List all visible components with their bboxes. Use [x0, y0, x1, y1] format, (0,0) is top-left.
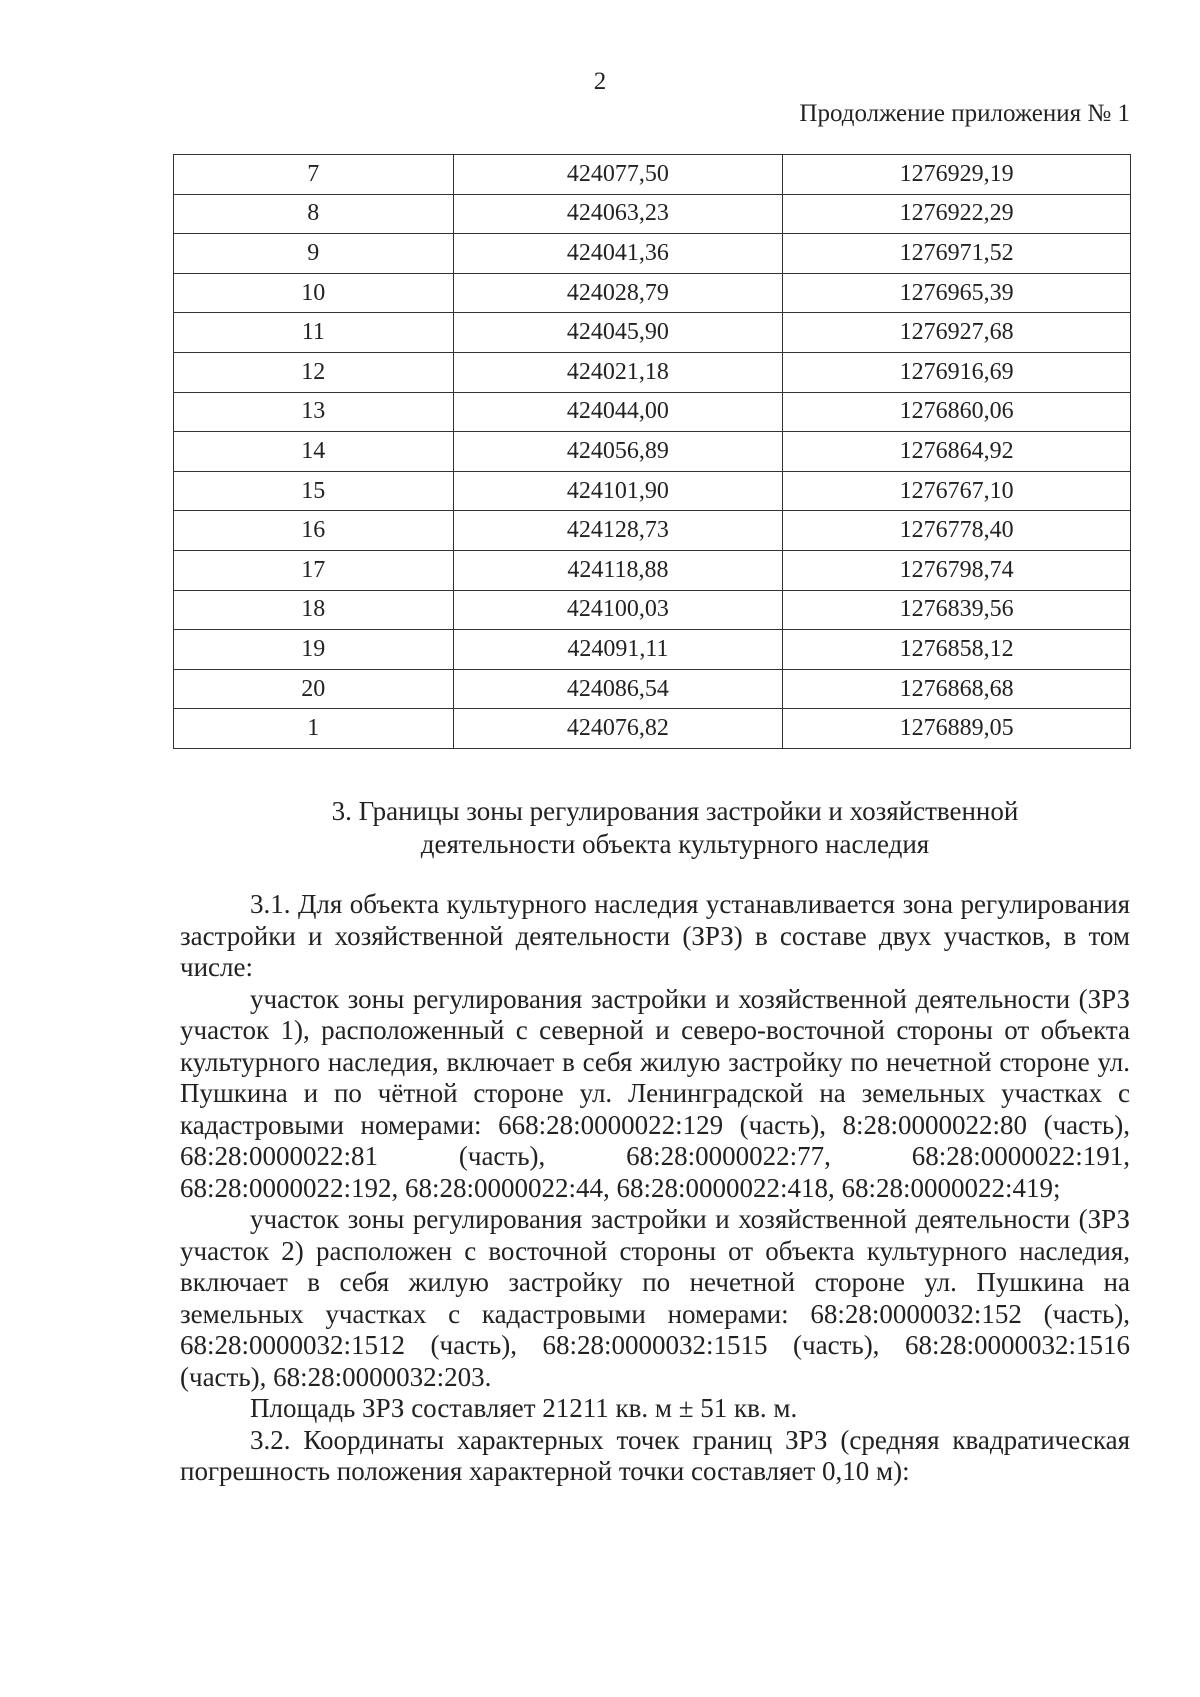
paragraph-3-2: 3.2. Координаты характерных точек границ ЗРЗ (средняя квадратическая погрешность положения характерной точки составляет 0,10 м): [180, 1424, 1130, 1486]
y-coordinate-cell: 1276860,06 [783, 392, 1131, 432]
x-coordinate-cell: 424077,50 [453, 155, 783, 195]
x-coordinate-cell: 424063,23 [453, 194, 783, 234]
coordinates-table [173, 154, 1131, 749]
y-coordinate-cell: 1276971,52 [783, 234, 1131, 274]
point-number-cell: 15 [174, 471, 454, 511]
y-coordinate-cell: 1276965,39 [783, 273, 1131, 313]
paragraph-zone-part-2: участок зоны регулирования застройки и хозяйственной деятельности (ЗРЗ участок 2) расположен с восточной стороны от объекта культурного наследия, включает в себя жилую застройку по нечетной стороне ул. Пушкина на земельных участках с кадастровыми номерами: 68:28:0000032:152 (часть), 68:28:0000032:1512 (часть), 68:28:0000032:1515 (часть), 68:28:0000032:1516 (часть), 68:28:0000032:203. [180, 1204, 1130, 1392]
point-number-cell: 18 [174, 590, 454, 630]
point-number-cell: 13 [174, 392, 454, 432]
y-coordinate-cell: 1276778,40 [783, 511, 1131, 551]
paragraph-area: Площадь ЗРЗ составляет 21211 кв. м ± 51 кв. м. [250, 1393, 798, 1423]
point-number-cell: 19 [174, 630, 454, 670]
x-coordinate-cell: 424076,82 [453, 709, 783, 749]
table-row [174, 313, 1131, 353]
point-number-cell: 11 [174, 313, 454, 353]
x-coordinate-cell: 424021,18 [453, 352, 783, 392]
y-coordinate-cell: 1276916,69 [783, 352, 1131, 392]
point-number-cell: 17 [174, 550, 454, 590]
x-coordinate-cell: 424028,79 [453, 273, 783, 313]
appendix-continuation-label: Продолжение приложения № 1 [799, 100, 1130, 127]
x-coordinate-cell: 424041,36 [453, 234, 783, 274]
table-row [174, 234, 1131, 274]
table-row [174, 590, 1131, 630]
table-row [174, 550, 1131, 590]
paragraph-zone-part-1: участок зоны регулирования застройки и хозяйственной деятельности (ЗРЗ участок 1), расположенный с северной и северо-восточной стороны от объекта культурного наследия, включает в себя жилую застройку по нечетной стороне ул. Пушкина и по чётной стороне ул. Ленинградской на земельных участках с кадастровыми номерами: 668:28:0000022:129 (часть), 8:28:0000022:80 (часть), 68:28:0000022:81 (часть), 68:28:0000022:77, 68:28:0000022:191, 68:28:0000022:192, 68:28:0000022:44, 68:28:0000022:418, 68:28:0000022:419; [180, 983, 1130, 1203]
y-coordinate-cell: 1276927,68 [783, 313, 1131, 353]
point-number-cell: 1 [174, 709, 454, 749]
y-coordinate-cell: 1276889,05 [783, 709, 1131, 749]
coordinates-table-body [174, 155, 1131, 749]
section-heading-line-2: деятельности объекта культурного наследия [420, 829, 930, 859]
page-number: 2 [593, 68, 607, 95]
x-coordinate-cell: 424128,73 [453, 511, 783, 551]
y-coordinate-cell: 1276922,29 [783, 194, 1131, 234]
y-coordinate-cell: 1276929,19 [783, 155, 1131, 195]
paragraph-3-1: 3.1. Для объекта культурного наследия устанавливается зона регулирования застройки и хозяйственной деятельности (ЗРЗ) в составе двух участков, в том числе: [180, 889, 1130, 982]
section-heading-line-1: 3. Границы зоны регулирования застройки и хозяйственной [331, 796, 1019, 826]
x-coordinate-cell: 424045,90 [453, 313, 783, 353]
x-coordinate-cell: 424056,89 [453, 432, 783, 472]
point-number-cell: 7 [174, 155, 454, 195]
table-row [174, 630, 1131, 670]
section-heading [230, 795, 1120, 861]
y-coordinate-cell: 1276767,10 [783, 471, 1131, 511]
y-coordinate-cell: 1276839,56 [783, 590, 1131, 630]
x-coordinate-cell: 424091,11 [453, 630, 783, 670]
table-row [174, 273, 1131, 313]
x-coordinate-cell: 424101,90 [453, 471, 783, 511]
table-row [174, 194, 1131, 234]
x-coordinate-cell: 424044,00 [453, 392, 783, 432]
point-number-cell: 8 [174, 194, 454, 234]
y-coordinate-cell: 1276864,92 [783, 432, 1131, 472]
table-row [174, 511, 1131, 551]
table-row [174, 669, 1131, 709]
point-number-cell: 14 [174, 432, 454, 472]
table-row [174, 709, 1131, 749]
table-row [174, 432, 1131, 472]
point-number-cell: 10 [174, 273, 454, 313]
table-row [174, 155, 1131, 195]
y-coordinate-cell: 1276868,68 [783, 669, 1131, 709]
point-number-cell: 20 [174, 669, 454, 709]
y-coordinate-cell: 1276798,74 [783, 550, 1131, 590]
x-coordinate-cell: 424118,88 [453, 550, 783, 590]
y-coordinate-cell: 1276858,12 [783, 630, 1131, 670]
x-coordinate-cell: 424086,54 [453, 669, 783, 709]
point-number-cell: 9 [174, 234, 454, 274]
table-row [174, 352, 1131, 392]
point-number-cell: 12 [174, 352, 454, 392]
point-number-cell: 16 [174, 511, 454, 551]
table-row [174, 471, 1131, 511]
table-row [174, 392, 1131, 432]
x-coordinate-cell: 424100,03 [453, 590, 783, 630]
section-body [180, 889, 1130, 1488]
